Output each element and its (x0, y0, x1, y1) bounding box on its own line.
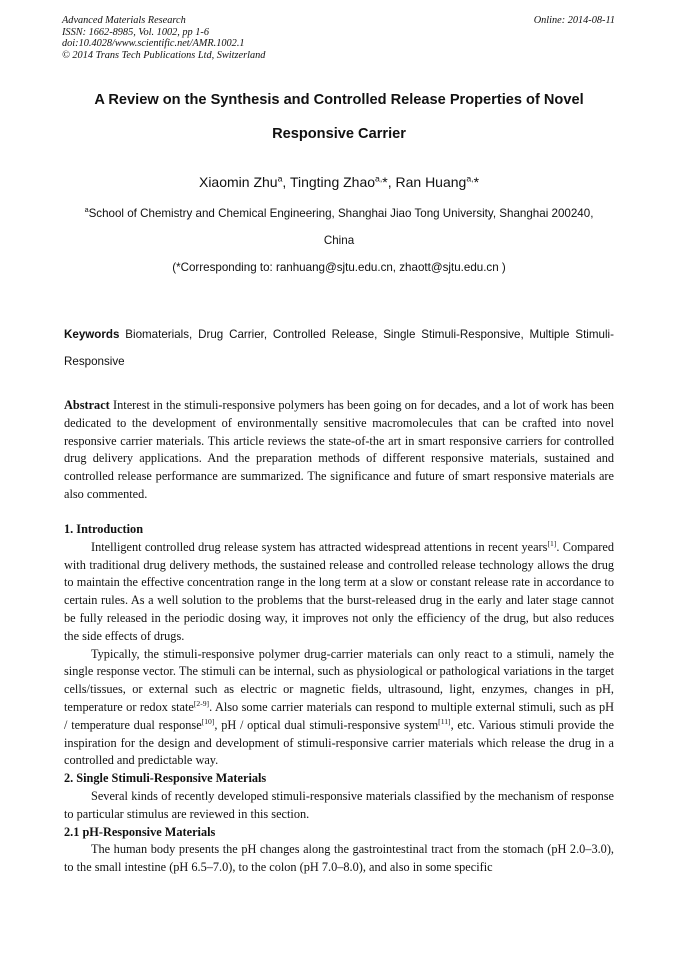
paragraph-text: Intelligent controlled drug release system has attracted widespread attentions in recent years (91, 539, 548, 554)
issn-line: ISSN: 1662-8985, Vol. 1002, pp 1-6 (62, 26, 210, 38)
paper-title-line-1: A Review on the Synthesis and Controlled Release Properties of Novel (94, 92, 584, 108)
subsection-heading: 2.1 pH-Responsive Materials (64, 824, 216, 839)
paper-title-line-2: Responsive Carrier (272, 126, 406, 142)
author-affil-sup: a (277, 173, 283, 184)
paragraph (64, 539, 614, 646)
copyright-line: © 2014 Trans Tech Publications Ltd, Switzerland (62, 49, 266, 61)
paragraph-text: . Compared with traditional drug delivery methods, the sustained release and controlled release technology allows the drug to maintain the effective concentration range in the long term at a slow or constant release rate in accordance to certain rules. As a well solution to the problems that the burst-released drug in the early and later stage cannot be fully released in the periodic dosing way, it improves not only the efficiency of the drug, but also reduces the side effects of drugs. (64, 539, 615, 643)
main-text (64, 521, 614, 877)
author-name: Ran Huang (395, 174, 467, 190)
corresponding-info: (*Corresponding to: ranhuang@sjtu.edu.cn, zhaott@sjtu.edu.cn ) (172, 261, 506, 274)
paragraph-text: Typically, the stimuli-responsive polymer drug-carrier materials can only react to a stimuli, namely the single response vector. The stimuli can be internal, such as physiological or pathological variations in the target cells/tissues, or external such as electric or magnetic fields, ultrasound, light, enzymes, changes in pH, temperature or redox state (64, 646, 614, 714)
author-name: Xiaomin Zhu (198, 174, 278, 190)
citation: [10] (201, 716, 215, 726)
affiliation-line-2: China (323, 234, 355, 247)
keywords-label: Keywords (64, 328, 120, 341)
corresponding-mark: * (382, 174, 388, 190)
online-date: Online: 2014-08-11 (533, 15, 615, 26)
abstract (64, 397, 614, 504)
section-heading: 1. Introduction (64, 522, 144, 536)
citation: [2-9] (193, 698, 210, 708)
citation: [1] (547, 538, 557, 548)
author-list: Xiaomin Zhu$^a$, Tingting Zhao$^{a,}$*, Ran Huang$^{a,}$* (198, 173, 480, 190)
keywords-text: Biomaterials, Drug Carrier, Controlled Release, Single Stimuli-Responsive, Multiple Stimuli-Responsive (64, 328, 614, 368)
paragraph-text: , etc. Various stimuli provide the inspiration for the design and development of stimuli-responsive carrier materials which release the drug in a controlled and predictable way. (64, 717, 615, 768)
paragraph (64, 646, 614, 771)
keywords (64, 321, 614, 375)
paragraph: Several kinds of recently developed stimuli-responsive materials classified by the mechanism of response to particular stimulus are reviewed in this section. (64, 788, 614, 821)
abstract-text: Interest in the stimuli-responsive polymers has been going on for decades, and a lot of work has been dedicated to the development of environmentally sensitive macromolecules that can be crafted into novel responsive carrier materials. This article reviews the state-of-the art in smart responsive carriers for controlled drug delivery applications. And the preparation methods of different responsive materials, sustained and controlled release performance are summarized. The significance and future of smart responsive materials are also commented. (64, 398, 614, 501)
journal-name: Advanced Materials Research (62, 15, 186, 26)
author-affil-sup: a, (375, 173, 383, 184)
journal-header (62, 15, 265, 61)
citation: [11] (438, 716, 451, 726)
author-name: Tingting Zhao (289, 174, 376, 190)
paragraph: The human body presents the pH changes along the gastrointestinal tract from the stomach (pH 2.0–3.0), to the small intestine (pH 6.5–7.0), to the colon (pH 7.0–8.0), and also in some specific (64, 842, 614, 875)
author-affil-sup: a, (466, 173, 474, 184)
affiliation-text: School of Chemistry and Chemical Engineering, Shanghai Jiao Tong University, Shanghai 200240, (88, 207, 594, 220)
section-heading: 2. Single Stimuli-Responsive Materials (64, 771, 267, 786)
abstract-label: Abstract (64, 398, 110, 412)
affiliation-sup: a (84, 205, 89, 215)
corresponding-mark: * (473, 174, 480, 190)
paragraph-text: , pH / optical dual stimuli-responsive system (214, 717, 439, 732)
paragraph-text: . Also some carrier materials can respond to multiple external stimuli, such as pH / temperature dual response (64, 699, 614, 732)
doi-line: doi:10.4028/www.scientific.net/AMR.1002.1 (62, 38, 245, 50)
affiliation-line-1 (40, 207, 638, 220)
